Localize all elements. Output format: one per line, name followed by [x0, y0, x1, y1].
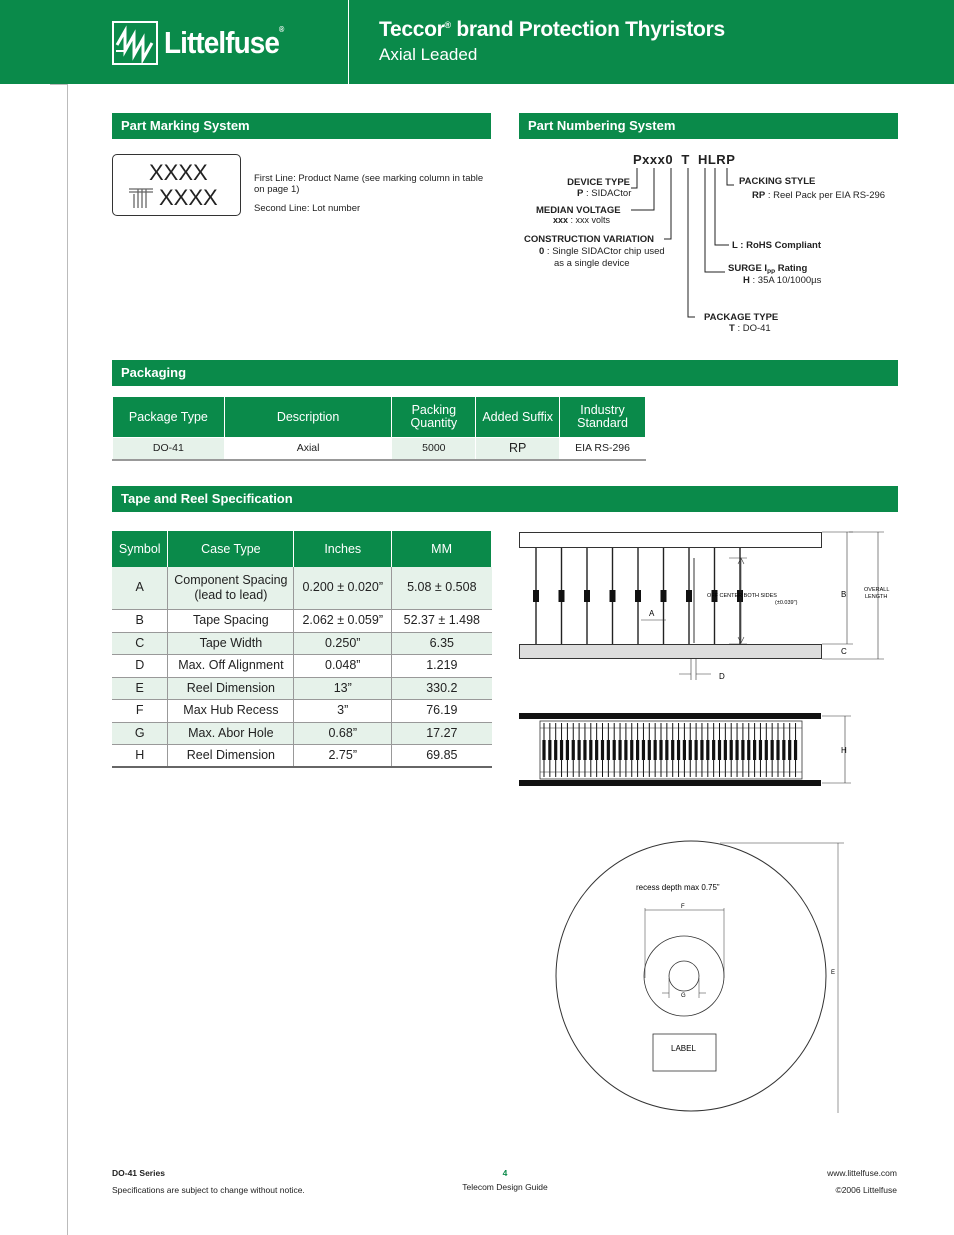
tape-spacing-diagram	[519, 528, 899, 688]
side-component-body	[554, 740, 557, 760]
tape-cell: 76.19	[392, 699, 492, 722]
marking-line-2: XXXX	[159, 185, 218, 210]
part-number-code: Pxxx0 T HLRP	[633, 152, 736, 167]
table-row	[112, 699, 492, 722]
tape-cell: A	[112, 567, 168, 609]
side-component-body	[542, 740, 545, 760]
tape-cell: 52.37 ± 1.498	[392, 609, 492, 632]
side-component-body	[642, 740, 645, 760]
side-component-body	[759, 740, 762, 760]
tape-cell: D	[112, 654, 168, 677]
packaging-heading: Packaging	[112, 360, 898, 386]
side-component-body	[782, 740, 785, 760]
tape-cell: 0.68”	[294, 722, 392, 744]
dimension-f-label: F	[681, 904, 685, 910]
footer-copyright: ©2006 Littelfuse	[835, 1185, 897, 1195]
packaging-col-header: Package Type	[113, 397, 225, 438]
tape-cell: C	[112, 632, 168, 654]
overall-length-label-2: LENGTH	[865, 594, 888, 600]
rohs-value: L : RoHS Compliant	[732, 240, 822, 251]
construction-variation-value: 0 : Single SIDACtor chip used	[539, 246, 665, 257]
teccor-t-logo-icon	[127, 185, 157, 209]
side-component-body	[718, 740, 721, 760]
packaging-col-header: Industry Standard	[560, 397, 646, 438]
tape-cell: B	[112, 609, 168, 632]
table-row	[112, 722, 492, 744]
tape-col-header: MM	[392, 531, 492, 567]
device-type-title: DEVICE TYPE	[567, 177, 630, 188]
dimension-h-label: H	[841, 746, 847, 755]
side-component-body	[735, 740, 738, 760]
tape-reel-heading: Tape and Reel Specification	[112, 486, 898, 512]
side-component-body	[776, 740, 779, 760]
table-row	[112, 609, 492, 632]
table-row	[112, 677, 492, 699]
tape-reel-table	[112, 531, 492, 768]
marking-note-second-line: Second Line: Lot number	[254, 203, 361, 214]
page-number: 4	[502, 1168, 508, 1178]
page-title: Teccor® brand Protection Thyristors	[379, 18, 725, 41]
part-marking-diagram	[112, 154, 241, 216]
page-header	[0, 0, 954, 84]
packing-style-value: RP : Reel Pack per EIA RS-296	[752, 190, 886, 201]
tape-cell: 2.062 ± 0.059”	[294, 609, 392, 632]
side-component-body	[730, 740, 733, 760]
side-component-body	[706, 740, 709, 760]
reel-flange-top	[519, 713, 821, 719]
part-marking-heading: Part Marking System	[112, 113, 491, 139]
packaging-col-header: Packing Quantity	[392, 397, 476, 438]
tape-cell: E	[112, 677, 168, 699]
part-numbering-heading: Part Numbering System	[519, 113, 898, 139]
tape-cell: 5.08 ± 0.508	[392, 567, 492, 609]
tape-top-strip	[520, 533, 822, 548]
side-component-body	[613, 740, 616, 760]
tape-cell: Reel Dimension	[168, 677, 294, 699]
side-component-body	[683, 740, 686, 760]
component-body	[533, 590, 539, 602]
side-component-body	[548, 740, 551, 760]
tape-bottom-strip	[520, 645, 822, 659]
packaging-col-header: Added Suffix	[476, 397, 560, 438]
side-component-body	[747, 740, 750, 760]
component-body	[610, 590, 616, 602]
side-component-body	[578, 740, 581, 760]
surge-rating-title: SURGE $I_{PP}$ Rating	[728, 263, 808, 276]
side-component-body	[712, 740, 715, 760]
side-component-body	[618, 740, 621, 760]
packaging-cell: EIA RS-296	[560, 438, 646, 460]
tape-cell: F	[112, 699, 168, 722]
side-component-body	[654, 740, 657, 760]
side-component-body	[741, 740, 744, 760]
left-margin-rule	[67, 84, 68, 1235]
tape-cell: Max Hub Recess	[168, 699, 294, 722]
tape-cell: H	[112, 744, 168, 767]
side-component-body	[765, 740, 768, 760]
side-component-body	[788, 740, 791, 760]
device-type-value: P : SIDACtor	[577, 188, 632, 199]
component-body	[686, 590, 692, 602]
side-component-body	[630, 740, 633, 760]
side-component-body	[771, 740, 774, 760]
dimension-b-label: B	[841, 590, 847, 599]
reel-diagram	[550, 838, 850, 1123]
logo-wordmark: Littelfuse®	[164, 25, 284, 60]
construction-variation-value-2: as a single device	[554, 258, 630, 269]
recess-depth-note: recess depth max 0.75”	[636, 883, 720, 892]
dimension-g-label: G	[681, 993, 686, 999]
margin-tick	[50, 84, 67, 85]
packaging-cell: RP	[476, 438, 560, 460]
tape-cell: Max. Off Alignment	[168, 654, 294, 677]
side-component-body	[589, 740, 592, 760]
side-component-body	[583, 740, 586, 760]
side-component-body	[753, 740, 756, 760]
reel-label-text: LABEL	[671, 1044, 696, 1053]
dimension-e-label: E	[831, 970, 836, 976]
overall-length-label: OVERALL	[864, 587, 890, 593]
component-body	[584, 590, 590, 602]
tape-cell: 2.75”	[294, 744, 392, 767]
tape-height-diagram	[519, 710, 899, 790]
side-component-body	[572, 740, 575, 760]
side-component-body	[601, 740, 604, 760]
tape-header-row	[112, 531, 492, 567]
packaging-table	[112, 396, 646, 461]
component-body	[661, 590, 667, 602]
median-voltage-title: MEDIAN VOLTAGE	[536, 205, 621, 216]
packaging-cell: Axial	[224, 438, 392, 460]
tape-cell: 69.85	[392, 744, 492, 767]
component-body	[559, 590, 565, 602]
footer-guide: Telecom Design Guide	[462, 1182, 548, 1192]
dimension-a-label: A	[649, 609, 655, 618]
side-component-body	[659, 740, 662, 760]
tape-cell: Reel Dimension	[168, 744, 294, 767]
side-component-body	[677, 740, 680, 760]
tape-cell: 17.27	[392, 722, 492, 744]
tape-cell: 1.219	[392, 654, 492, 677]
side-component-body	[700, 740, 703, 760]
marking-line-1: XXXX	[149, 160, 208, 185]
packaging-cell: 5000	[392, 438, 476, 460]
median-voltage-value: xxx : xxx volts	[553, 215, 611, 225]
footer-series: DO-41 Series	[112, 1168, 165, 1178]
tape-cell: 0.250”	[294, 632, 392, 654]
tape-cell: 0.200 ± 0.020”	[294, 567, 392, 609]
surge-rating-value: H : 35A 10/1000µs	[743, 275, 822, 286]
page-subtitle: Axial Leaded	[379, 45, 478, 64]
tape-col-header: Inches	[294, 531, 392, 567]
side-component-body	[689, 740, 692, 760]
tape-cell: 330.2	[392, 677, 492, 699]
side-component-body	[794, 740, 797, 760]
side-component-body	[560, 740, 563, 760]
marking-note-first-line: First Line: Product Name (see marking column in table on page 1)	[254, 173, 484, 195]
tape-cell: 6.35	[392, 632, 492, 654]
tape-col-header: Case Type	[168, 531, 294, 567]
packaging-col-header: Description	[224, 397, 392, 438]
tape-cell: G	[112, 722, 168, 744]
side-component-body	[595, 740, 598, 760]
side-component-body	[671, 740, 674, 760]
footer-url[interactable]: www.littelfuse.com	[827, 1168, 897, 1178]
off-center-tolerance: (±0.039")	[775, 600, 798, 606]
side-component-body	[607, 740, 610, 760]
littelfuse-logo	[112, 21, 297, 65]
reel-flange-bottom	[519, 780, 821, 786]
side-component-body	[648, 740, 651, 760]
tape-cell: 3”	[294, 699, 392, 722]
package-type-value: T : DO-41	[729, 323, 771, 334]
reel-arbor-hole	[669, 961, 699, 991]
tape-cell: Tape Width	[168, 632, 294, 654]
header-divider	[348, 0, 349, 84]
side-component-body	[566, 740, 569, 760]
off-center-label: OFF CENTER BOTH SIDES	[707, 593, 777, 599]
packaging-header-row	[113, 397, 646, 438]
table-row	[112, 654, 492, 677]
side-component-body	[665, 740, 668, 760]
side-component-body	[636, 740, 639, 760]
tape-cell: 13”	[294, 677, 392, 699]
table-row	[112, 632, 492, 654]
table-row	[112, 744, 492, 767]
tape-col-header: Symbol	[112, 531, 168, 567]
dimension-d-label: D	[719, 672, 725, 681]
packaging-data-row	[113, 438, 646, 460]
littelfuse-logo-mark-icon	[112, 21, 158, 65]
side-component-body	[624, 740, 627, 760]
component-body	[635, 590, 641, 602]
package-type-title: PACKAGE TYPE	[704, 312, 779, 323]
packing-style-title: PACKING STYLE	[739, 176, 816, 187]
packaging-cell: DO-41	[113, 438, 225, 460]
table-row	[112, 567, 492, 609]
side-component-body	[724, 740, 727, 760]
tape-cell: Tape Spacing	[168, 609, 294, 632]
tape-cell: 0.048”	[294, 654, 392, 677]
footer-notice: Specifications are subject to change without notice.	[112, 1185, 305, 1195]
tape-cell: Component Spacing (lead to lead)	[168, 567, 294, 609]
construction-variation-title: CONSTRUCTION VARIATION	[524, 234, 655, 245]
dimension-c-label: C	[841, 647, 847, 656]
tape-cell: Max. Abor Hole	[168, 722, 294, 744]
side-component-body	[695, 740, 698, 760]
